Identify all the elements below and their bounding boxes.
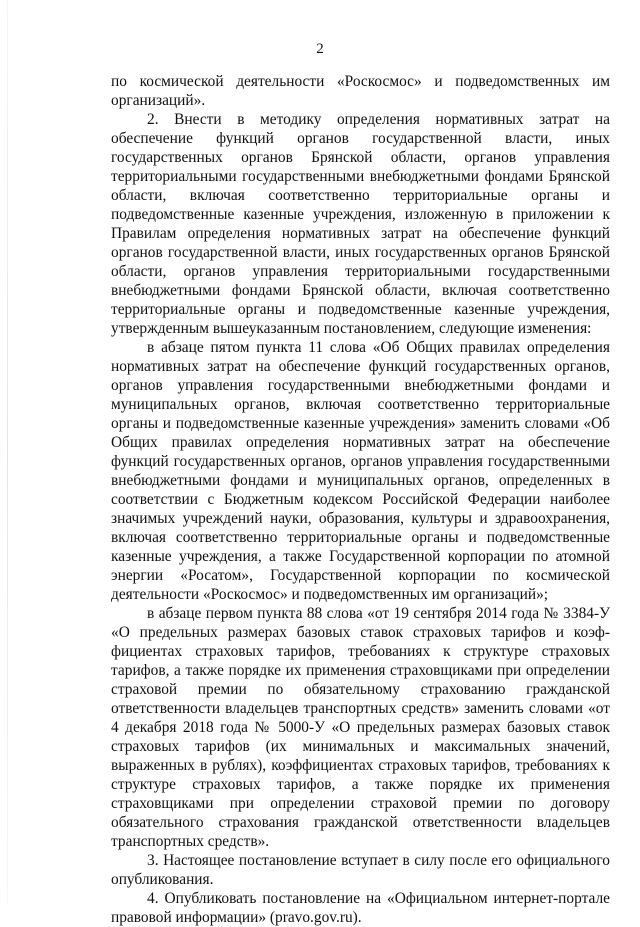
- paragraph-item-2: 2. Внести в методику определения нормативных затрат на обеспечение функций органов государственной власти, иных государственных органов Брянской области, органов управления территориальными государственными внебюджетными фондами Брянской области, включая соответственно территориальные органы и подведомственные казенные учреждения, изложенную в приложении к Правилам определения нормативных затрат на обеспечение функций органов государственной власти, иных государственных органов Брянской области, органов управления территориальными государственными внебюджетными фондами Брянской области, включая соответственно территориальные органы и подведомственные казенные учреждения, утвержденным вышеуказанным постановлением, следующие изменения:: [111, 111, 610, 337]
- paragraph-continuation: по космической деятельности «Роскосмос» и подведомственных им организаций».: [111, 73, 610, 109]
- paragraph-item-4: 4. Опубликовать постановление на «Официальном интернет-портале правовой информации» (pravo.gov.ru).: [111, 890, 610, 926]
- scan-edge-shadow: [7, 0, 8, 905]
- page-number: 2: [316, 41, 324, 57]
- paragraph-amendment-11: в абзаце пятом пункта 11 слова «Об Общих правилах определения нормативных затрат на обеспечение функций государственных органов, органов управления государственными внебюджетными фондами и муниципальных органов, включая соответственно территориальные органы и подведомственные казенные учреждения» заменить словами «Об Общих правилах определения нормативных затрат на обеспечение функций государственных органов, органов управления государственными внебюджетными фондами и муниципальных органов, определенных в соответствии с Бюджетным кодексом Российской Федерации наиболее значимых учреждений науки, образования, культуры и здравоохранения, включая соответственно территориальные органы и подведомственные казенные учреждения, а также Государственной корпорации по атомной энергии «Росатом», Государственной корпорации по космической деятельности «Роскосмос» и подведомственных им организаций»;: [111, 339, 610, 603]
- paragraph-amendment-88: в абзаце первом пункта 88 слова «от 19 сентября 2014 года № 3384-У «О предельных размерах базовых ставок страховых тарифов и коэффициентах страховых тарифов, требованиях к структуре страховых тарифов, а также порядке их применения страховщиками при определении страховой премии по обязательному страхованию гражданской ответственности владельцев транспортных средств» заменить словами «от 4 декабря 2018 года № 5000-У «О предельных размерах базовых ставок страховых тарифов (их минимальных и максимальных значений, выраженных в рублях), коэффициентах страховых тарифов, требованиях к структуре страховых тарифов, а также порядке их применения страховщиками при определении страховой премии по договору обязательного страхования гражданской ответственности владельцев транспортных средств».: [111, 605, 610, 850]
- paragraph-item-3: 3. Настоящее постановление вступает в силу после его официального опубликования.: [111, 852, 610, 888]
- document-body: [111, 72, 610, 927]
